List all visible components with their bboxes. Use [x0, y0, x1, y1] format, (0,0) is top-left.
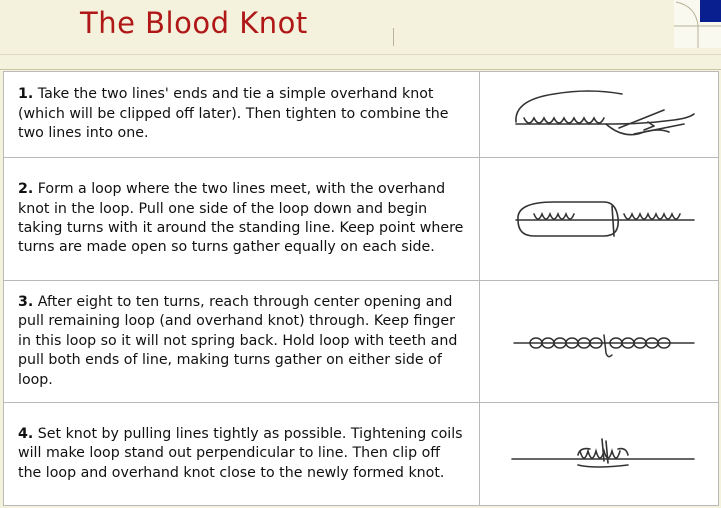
step-row [4, 72, 718, 158]
header-divider [393, 28, 394, 46]
step-row [4, 403, 718, 505]
step-text-cell [4, 281, 480, 402]
step-image-cell [480, 403, 718, 505]
knot-step-1-illustration [494, 80, 704, 150]
step-number: 4. [18, 425, 34, 442]
step-text: Take the two lines' ends and tie a simple overhand knot (which will be clipped off later). Then tighten to combine the two lines into one. [18, 86, 449, 142]
step-text-cell [4, 72, 480, 157]
step-text-cell [4, 403, 480, 505]
step-text: Set knot by pulling lines tightly as possible. Tightening coils will make loop stand out perpendicular to line. Then clip off the loop and overhand knot close to the newly formed knot. [18, 425, 463, 481]
knot-step-3-illustration [494, 307, 704, 377]
step-text: Form a loop where the two lines meet, with the overhand knot in the loop. Pull one side of the loop down and begin taking turns with it around the standing line. Keep point where turns are made open so turns gather equally on each side. [18, 181, 464, 256]
step-text-cell [4, 158, 480, 280]
step-number: 2. [18, 181, 34, 198]
step-text: After eight to ten turns, reach through center opening and pull remaining loop (and overhand knot) through. Keep finger in this loop so it will not spring back. Hold loop with teeth and pull both ends of line, making turns gather on either side of loop. [18, 293, 458, 388]
header-subbar [0, 48, 721, 70]
corner-decoration [674, 0, 721, 48]
step-image-cell [480, 281, 718, 402]
page-header [0, 0, 721, 49]
step-number: 3. [18, 293, 34, 310]
step-description [18, 85, 467, 143]
knot-step-2-illustration [494, 184, 704, 254]
instructions-table [3, 71, 719, 506]
knot-step-4-illustration [494, 419, 704, 489]
step-description [18, 180, 467, 258]
step-description [18, 293, 467, 390]
step-number: 1. [18, 86, 34, 103]
step-row [4, 158, 718, 281]
step-image-cell [480, 72, 718, 157]
page-title: The Blood Knot [80, 6, 308, 40]
step-row [4, 281, 718, 403]
step-description [18, 425, 467, 483]
step-image-cell [480, 158, 718, 280]
